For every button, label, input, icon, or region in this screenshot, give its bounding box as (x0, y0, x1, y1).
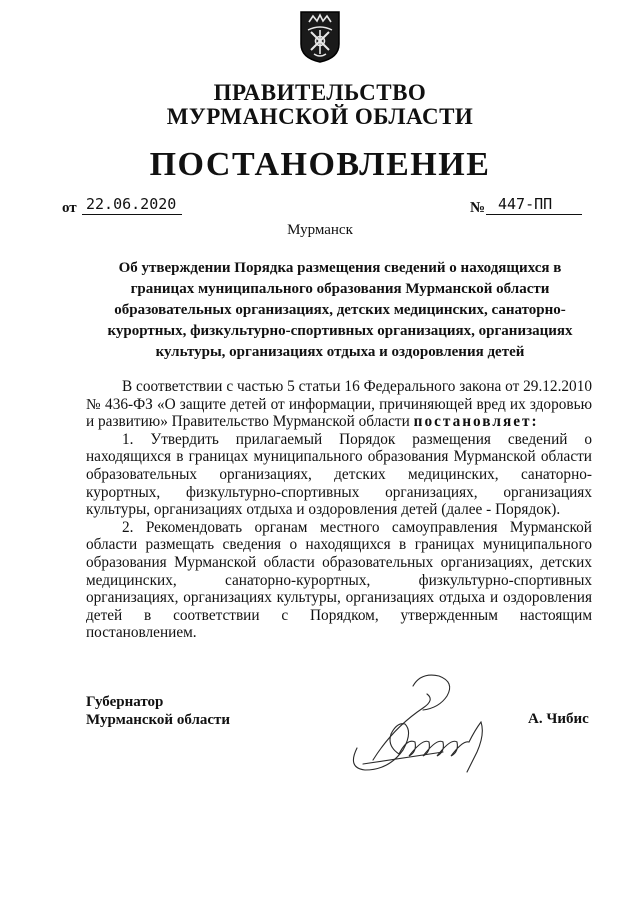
signer-name: А. Чибис (528, 711, 589, 727)
date-prefix: от (62, 200, 77, 216)
decree-word: постановляет: (413, 413, 539, 431)
organization-name-line2: МУРМАНСКОЙ ОБЛАСТИ (166, 104, 474, 129)
item-1: 1. Утвердить прилагаемый Порядок размещения сведений о находящихся в границах муниципального образования Мурманской области образовательных организациях, детских медицинских, санаторно-курортных, физкультурно-спортивных организациях, организациях культуры, организациях отдыха и оздоровления детей (далее - Порядок). (86, 430, 592, 519)
coat-of-arms-icon (299, 10, 341, 64)
signer-title-line2: Мурманской области (86, 712, 231, 728)
document-type-heading: ПОСТАНОВЛЕНИЕ (149, 146, 491, 183)
item-2: 2. Рекомендовать органам местного самоуправления Мурманской области размещать сведения о находящихся в границах муниципального образования Мурманской области образовательных организациях, детских медицинских, санаторно-курортных, физкультурно-спортивных организациях, организациях культуры, организациях отдыха и оздоровления детей в соответствии с Порядком, утвержденным настоящим постановлением. (86, 518, 592, 642)
intro-text: В соответствии с частью 5 статьи 16 Федерального закона от 29.12.2010 № 436-ФЗ «О защите детей от информации, причиняющей вред их здоровью и развитию» Правительство Мурманской области (86, 378, 592, 431)
organization-name-line1: ПРАВИТЕЛЬСТВО (213, 80, 427, 105)
signer-title-line1: Губернатор (86, 694, 164, 710)
document-body (86, 378, 592, 642)
document-date: 22.06.2020 (82, 195, 182, 215)
signature-icon (343, 668, 503, 778)
signer-position (86, 693, 230, 729)
intro-paragraph (86, 378, 592, 431)
number-prefix: № (470, 200, 486, 216)
document-title: Об утверждении Порядка размещения сведений о находящихся в границах муниципального образования Мурманской области образовательных организациях, детских медицинских, санаторно-курортных, физкультурно-спортивных организациях, организациях культуры, организациях отдыха и оздоровления детей (107, 260, 573, 360)
document-number: 447-ПП (486, 195, 582, 215)
city: Мурманск (287, 222, 353, 238)
